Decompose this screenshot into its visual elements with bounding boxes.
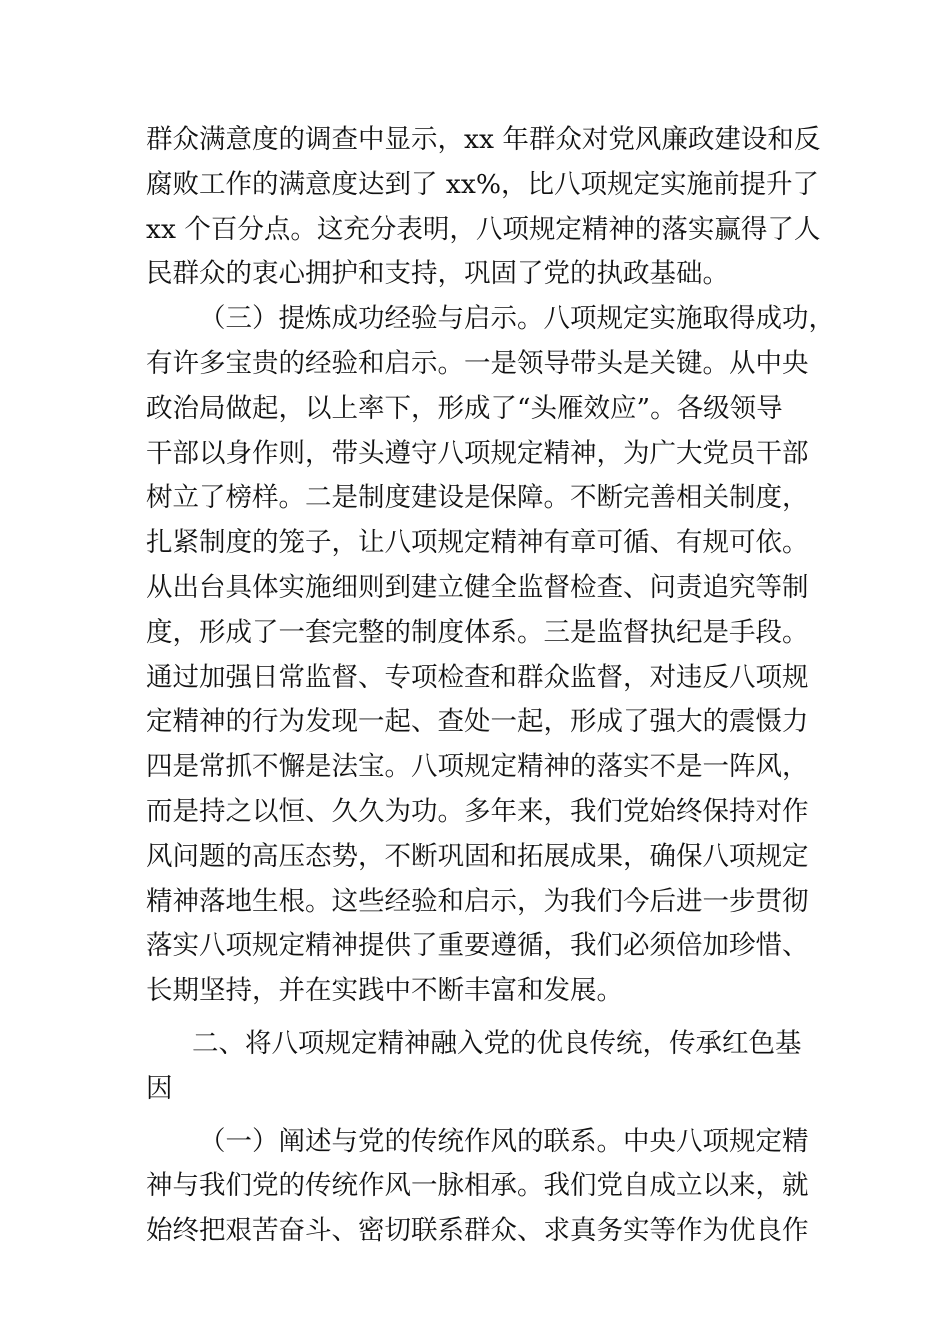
body-line: 四是常抓不懈是法宝。八项规定精神的落实不是一阵风， <box>146 751 809 783</box>
body-line: 干部以身作则，带头遵守八项规定精神，为广大党员干部 <box>146 437 809 469</box>
body-line: 始终把艰苦奋斗、密切联系群众、求真务实等作为优良作 <box>146 1215 809 1247</box>
document-body <box>146 118 836 1254</box>
body-line: 民群众的衷心拥护和支持，巩固了党的执政基础。 <box>146 258 729 290</box>
body-line: 定精神的行为发现一起、查处一起，形成了强大的震慑力 <box>146 706 809 738</box>
chapter-heading-2: 二、将八项规定精神融入党的优良传统，传承红色基 <box>192 1027 802 1059</box>
body-line: 通过加强日常监督、专项检查和群众监督，对违反八项规 <box>146 661 809 693</box>
body-line: 政治局做起，以上率下，形成了“头雁效应”。各级领导 <box>146 392 783 424</box>
body-line: xx 个百分点。这充分表明，八项规定精神的落实赢得了人 <box>146 213 821 245</box>
body-line: 从出台具体实施细则到建立健全监督检查、问责追究等制 <box>146 571 809 603</box>
body-line: 树立了榜样。二是制度建设是保障。不断完善相关制度， <box>146 482 809 514</box>
body-line: 神与我们党的传统作风一脉相承。我们党自成立以来，就 <box>146 1170 809 1202</box>
body-line: 而是持之以恒、久久为功。多年来，我们党始终保持对作 <box>146 795 809 827</box>
body-line: 有许多宝贵的经验和启示。一是领导带头是关键。从中央 <box>146 347 809 379</box>
body-line: 度，形成了一套完整的制度体系。三是监督执纪是手段。 <box>146 616 809 648</box>
body-line: 腐败工作的满意度达到了 xx%，比八项规定实施前提升了 <box>146 168 819 200</box>
section-heading-1: （一）阐述与党的传统作风的联系。中央八项规定精 <box>199 1125 809 1157</box>
body-line: 精神落地生根。这些经验和启示，为我们今后进一步贯彻 <box>146 885 809 917</box>
section-heading-3: （三）提炼成功经验与启示。八项规定实施取得成功， <box>199 303 835 335</box>
body-line: 落实八项规定精神提供了重要遵循，我们必须倍加珍惜、 <box>146 930 809 962</box>
chapter-heading-2-cont: 因 <box>146 1072 173 1104</box>
body-line: 风问题的高压态势，不断巩固和拓展成果，确保八项规定 <box>146 840 809 872</box>
body-line: 长期坚持，并在实践中不断丰富和发展。 <box>146 975 623 1007</box>
body-line: 扎紧制度的笼子，让八项规定精神有章可循、有规可依。 <box>146 527 809 559</box>
body-line: 群众满意度的调查中显示，xx 年群众对党风廉政建设和反 <box>146 124 821 155</box>
